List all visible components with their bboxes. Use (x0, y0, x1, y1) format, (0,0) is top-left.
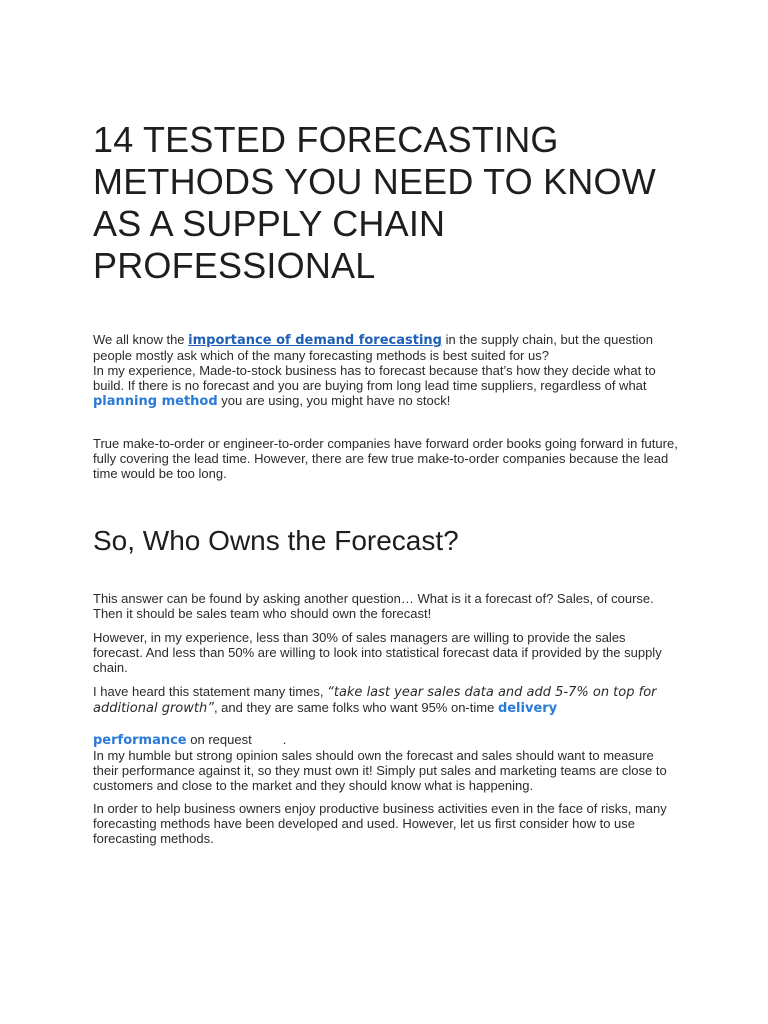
section-paragraph-4: In my humble but strong opinion sales should own the forecast and sales should want to measure their performance against it, so they must own it! Simply put sales and marketing teams are close to customers and close to the market and they should know what is happening. (93, 748, 667, 793)
importance-of-demand-forecasting-link[interactable]: importance of demand forecasting (188, 333, 442, 348)
section-paragraph-1: This answer can be found by asking another question… What is it a forecast of? Sales, of course. Then it should be sales team who should own the forecast! (93, 591, 654, 621)
sales-quote: “take last year sales data and add 5-7% on top for additional growth” (93, 685, 657, 716)
intro-paragraph (93, 332, 678, 409)
page-title: 14 TESTED FORECASTING METHODS YOU NEED TO KNOW AS A SUPPLY CHAIN PROFESSIONAL (93, 119, 656, 286)
planning-method-link[interactable]: planning method (93, 394, 218, 409)
section-paragraph-3 (93, 684, 678, 716)
make-to-order-paragraph: True make-to-order or engineer-to-order companies have forward order books going forward in future, fully covering the lead time. However, there are few true make-to-order companies because the lead time would be too long. (93, 436, 678, 481)
quote-intro-text: I have heard this statement many times, (93, 684, 328, 699)
section-heading: So, Who Owns the Forecast? (93, 525, 459, 556)
performance-link[interactable]: performance (93, 733, 187, 748)
intro-text-3: In my experience, Made-to-stock business has to forecast because that’s how they decide what to build. If there is no forecast and you are buying from long lead time suppliers, regardless of what (93, 363, 656, 393)
intro-text-2: in the supply chain, but the question people mostly ask which of the many forecasting methods is best suited for us? (93, 332, 654, 363)
quote-follow-text: , and they are same folks who want 95% on-time (213, 700, 498, 715)
intro-text-4: you are using, you might have no stock! (217, 393, 451, 408)
trailing-dot: . (282, 732, 287, 747)
section-paragraph-3-continued (93, 732, 678, 793)
delivery-link[interactable]: delivery (497, 701, 558, 716)
on-request-text: on request (186, 732, 252, 747)
section-paragraph-5: In order to help business owners enjoy productive business activities even in the face of risks, many forecasting methods have been developed and used. However, let us first consider how to use forecasting methods. (93, 801, 667, 846)
intro-text-1: We all know the (93, 332, 189, 347)
section-paragraph-2: However, in my experience, less than 30% of sales managers are willing to provide the sales forecast. And less than 50% are willing to look into statistical forecast data if provided by the supply chain. (93, 630, 662, 675)
